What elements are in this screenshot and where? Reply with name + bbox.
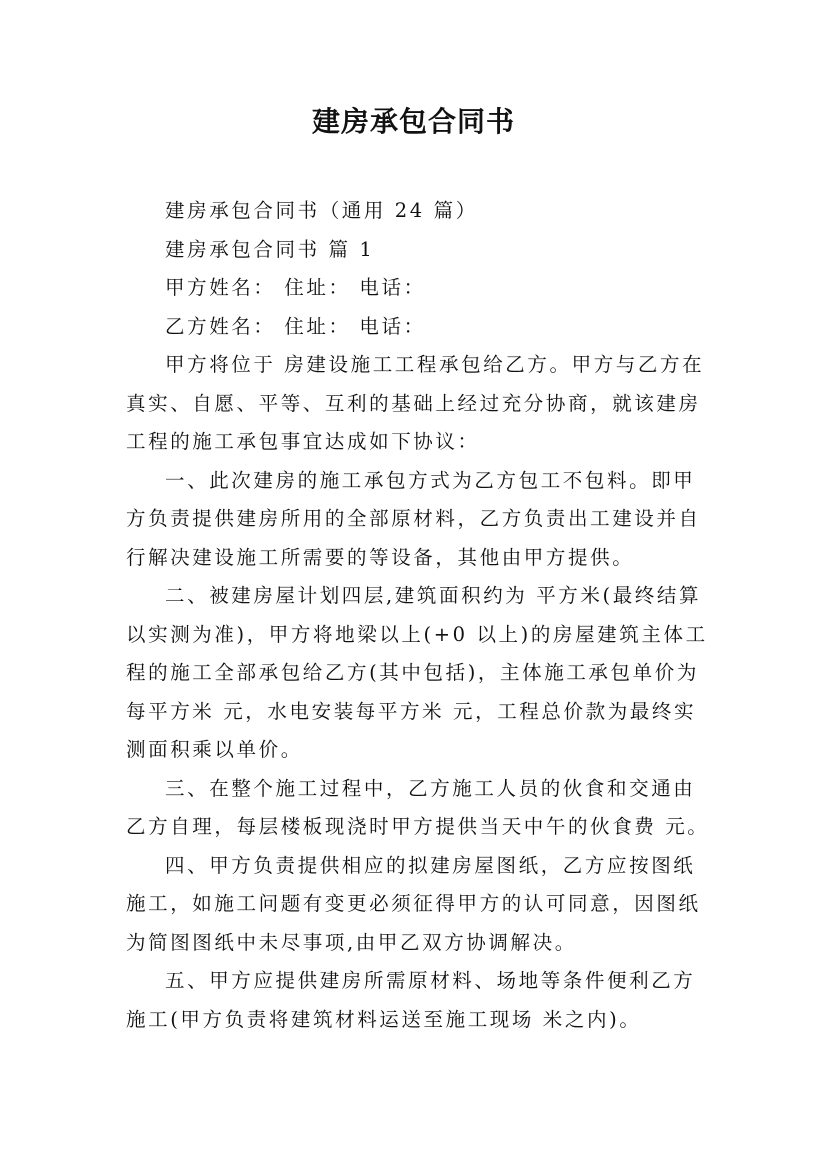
subtitle-line: 建房承包合同书（通用 24 篇） xyxy=(165,199,478,222)
clause-1-paragraph: 一、此次建房的施工承包方式为乙方包工不包料。即甲方负责提供建房所用的全部原材料，乙方负责出工建设并自行解决建设施工所需要的等设备，其他由甲方提供。 xyxy=(126,468,701,569)
clause-2-paragraph: 二、被建房屋计划四层,建筑面积约为 平方米(最终结算以实测为准)，甲方将地梁以上(+0 以上)的房屋建筑主体工程的施工全部承包给乙方(其中包括)，主体施工承包单价为每平方米 元，水电安装每平方米 元，工程总价款为最终实测面积乘以单价。 xyxy=(126,584,708,761)
clause-3-paragraph: 三、在整个施工过程中，乙方施工人员的伙食和交通由乙方自理，每层楼板现浇时甲方提供当天中午的伙食费 元。 xyxy=(126,776,710,838)
document-title: 建房承包合同书 xyxy=(311,105,515,138)
party-a-info: 甲方姓名： 住址： 电话： xyxy=(165,276,426,299)
clause-5-paragraph: 五、甲方应提供建房所需原材料、场地等条件便利乙方施工(甲方负责将建筑材料运送至施工现场 米之内)。 xyxy=(126,969,696,1031)
clause-4-paragraph: 四、甲方负责提供相应的拟建房屋图纸，乙方应按图纸施工，如施工问题有变更必须征得甲方的认可同意，因图纸为简图图纸中未尽事项,由甲乙双方协调解决。 xyxy=(126,853,701,954)
intro-paragraph: 甲方将位于 房建设施工工程承包给乙方。甲方与乙方在真实、自愿、平等、互利的基础上经过充分协商，就该建房工程的施工承包事宜达成如下协议： xyxy=(126,353,705,453)
document-body xyxy=(126,192,711,1039)
section-heading: 建房承包合同书 篇 1 xyxy=(165,237,375,261)
party-b-info: 乙方姓名： 住址： 电话： xyxy=(165,314,426,338)
